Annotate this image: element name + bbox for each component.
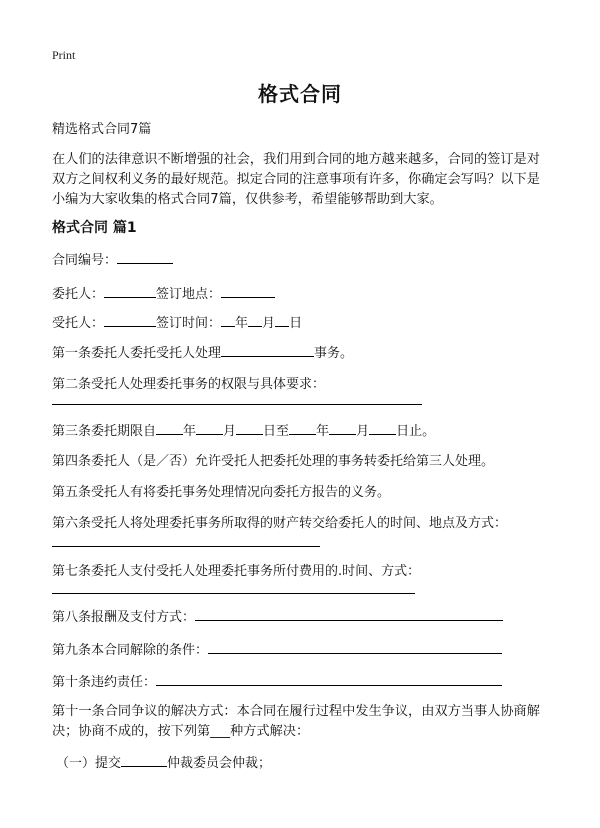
clause-3-month-blank-1 [196,421,223,435]
clause-3-day-blank-1 [236,421,263,435]
clause-3-year-blank-2 [289,421,316,435]
clause-3-month-2: 月 [356,424,370,439]
sign-place-label: 签订地点： [156,287,222,302]
day-text: 日 [289,316,303,331]
contract-number-label: 合同编号： [52,253,118,268]
trustee-label: 受托人： [52,316,105,331]
clause-1-blank [221,343,314,357]
trustee-blank [104,313,156,327]
page-title: 格式合同 [258,82,342,106]
clause-6-rule [52,546,320,547]
subtitle: 精选格式合同7篇 [52,122,152,137]
clause-5: 第五条受托人有将委托事务处理情况向委托方报告的义务。 [52,485,391,500]
clause-2-rule [52,404,422,405]
clause-3-year-2: 年 [316,424,330,439]
month-text: 月 [262,316,276,331]
clause-3-end: 日止。 [396,424,436,439]
clause-9-blank [208,640,502,654]
clause-2: 第二条受托人处理委托事务的权限与具体要求： [52,377,326,392]
clause-3 [52,421,435,441]
clause-7-rule [52,593,415,594]
clause-3-month-1: 月 [223,424,237,439]
sign-place-blank [221,284,275,298]
item-1 [56,753,271,773]
clause-3-text: 第三条委托期限自 [52,424,157,439]
print-link[interactable]: Print [52,48,76,62]
contract-number-blank [117,250,173,264]
trustee-line [52,313,302,333]
clause-10 [52,672,502,692]
clause-8-text: 第八条报酬及支付方式： [52,610,196,625]
clause-1-text: 第一条委托人委托受托人处理 [52,346,222,361]
section-heading: 格式合同 篇1 [52,220,137,236]
item-1-end: 仲裁委员会仲裁； [167,756,272,771]
client-line [52,284,275,304]
clause-8 [52,607,503,627]
clause-3-month-blank-2 [329,421,356,435]
clause-11: 第十一条合同争议的解决方式：本合同在履行过程中发生争议，由双方当事人协商解决；协商不成的，按下列第___种方式解决： [52,704,540,739]
clause-9 [52,640,502,660]
clause-1-end: 事务。 [314,346,354,361]
intro-paragraph: 在人们的法律意识不断增强的社会，我们用到合同的地方越来越多，合同的签订是对双方之间权利义务的最好规范。拟定合同的注意事项有许多，你确定会写吗？以下是小编为大家收集的格式合同7篇，仅供参考，希望能够帮助到大家。 [52,152,540,207]
item-1-text: （一）提交 [56,756,122,771]
clause-8-blank [195,607,503,621]
clause-3-year-1: 年 [183,424,197,439]
year-text: 年 [235,316,249,331]
month-blank [248,313,262,327]
client-blank [104,284,156,298]
clause-10-blank [156,672,502,686]
clause-6: 第六条受托人将处理委托事务所取得的财产转交给委托人的时间、地点及方式： [52,516,508,531]
clause-3-to: 日至 [263,424,290,439]
clause-3-day-blank-2 [369,421,396,435]
day-blank [275,313,289,327]
clause-7: 第七条委托人支付受托人处理委托事务所付费用的.时间、方式： [52,564,421,579]
clause-10-text: 第十条违约责任： [52,675,157,690]
contract-number-line [52,250,173,270]
clause-3-year-blank-1 [156,421,183,435]
sign-time-label: 签订时间： [156,316,222,331]
clause-9-text: 第九条本合同解除的条件： [52,643,209,658]
clause-1 [52,343,353,363]
client-label: 委托人： [52,287,105,302]
clause-4: 第四条委托人（是／否）允许受托人把委托处理的事务转委托给第三人处理。 [52,454,495,469]
year-blank [221,313,235,327]
item-1-blank [121,753,167,767]
